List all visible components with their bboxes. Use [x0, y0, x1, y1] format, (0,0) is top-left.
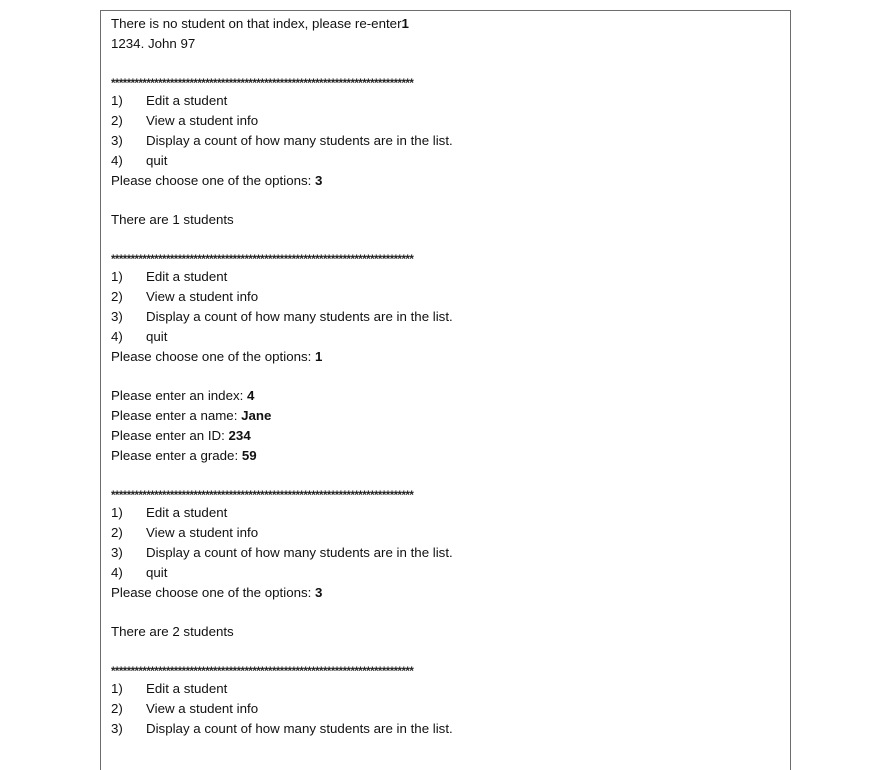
student-line: 1234. John 97	[111, 36, 196, 51]
menu-item-number: 4)	[111, 565, 123, 580]
name-prompt-line	[111, 406, 781, 426]
options-prompt: Please choose one of the options:	[111, 173, 316, 188]
blank-line	[111, 54, 781, 73]
menu-item-number: 3)	[111, 133, 123, 148]
menu-item	[111, 307, 781, 327]
options-choice: 3	[315, 585, 323, 600]
separator: *****************************************************************************	[111, 490, 414, 502]
options-prompt-line	[111, 171, 781, 191]
menu-item-number: 2)	[111, 113, 123, 128]
name-value: Jane	[241, 408, 272, 423]
menu-item	[111, 503, 781, 523]
menu-item-number: 1)	[111, 93, 123, 108]
menu-item	[111, 267, 781, 287]
options-prompt: Please choose one of the options:	[111, 585, 316, 600]
console-transcript	[111, 14, 781, 739]
menu-item	[111, 111, 781, 131]
menu-item-label: View a student info	[146, 113, 259, 128]
menu-item-label: quit	[146, 153, 168, 168]
options-prompt-line	[111, 583, 781, 603]
menu-item	[111, 543, 781, 563]
menu-item-number: 2)	[111, 525, 123, 540]
menu-item-label: Edit a student	[146, 93, 228, 108]
menu-item-number: 3)	[111, 309, 123, 324]
menu-item	[111, 327, 781, 347]
menu-item-label: Display a count of how many students are in the list.	[146, 545, 453, 560]
error-input-value: 1	[401, 16, 409, 31]
menu-item-number: 1)	[111, 681, 123, 696]
blank-line	[111, 642, 781, 661]
separator: *****************************************************************************	[111, 666, 414, 678]
menu-item-number: 4)	[111, 153, 123, 168]
id-prompt: Please enter an ID:	[111, 428, 229, 443]
index-prompt: Please enter an index:	[111, 388, 248, 403]
menu-item-label: Display a count of how many students are in the list.	[146, 133, 453, 148]
result-line: There are 1 students	[111, 212, 234, 227]
menu-item	[111, 679, 781, 699]
blank-line	[111, 603, 781, 622]
menu-item-number: 2)	[111, 701, 123, 716]
menu-item-number: 3)	[111, 721, 123, 736]
menu-item-label: View a student info	[146, 289, 259, 304]
menu-item	[111, 523, 781, 543]
separator: *****************************************************************************	[111, 78, 414, 90]
menu-item	[111, 719, 781, 739]
menu-item-label: Edit a student	[146, 505, 228, 520]
menu-item-number: 4)	[111, 329, 123, 344]
index-value: 4	[247, 388, 255, 403]
menu-item	[111, 563, 781, 583]
index-prompt-line	[111, 386, 781, 406]
menu-item-label: quit	[146, 565, 168, 580]
blank-line	[111, 230, 781, 249]
document-page	[100, 10, 791, 770]
menu-item-number: 3)	[111, 545, 123, 560]
menu-item-label: View a student info	[146, 701, 259, 716]
menu-item-label: View a student info	[146, 525, 259, 540]
id-prompt-line	[111, 426, 781, 446]
options-choice: 3	[315, 173, 323, 188]
error-text: There is no student on that index, please re-enter	[111, 16, 402, 31]
menu-item-label: Display a count of how many students are in the list.	[146, 721, 453, 736]
options-prompt: Please choose one of the options:	[111, 349, 316, 364]
error-line	[111, 14, 781, 34]
result-line: There are 2 students	[111, 624, 234, 639]
menu-item-label: Edit a student	[146, 269, 228, 284]
menu-item	[111, 287, 781, 307]
menu-item	[111, 91, 781, 111]
options-prompt-line	[111, 347, 781, 367]
name-prompt: Please enter a name:	[111, 408, 242, 423]
menu-item-label: Display a count of how many students are in the list.	[146, 309, 453, 324]
blank-line	[111, 466, 781, 485]
menu-item	[111, 131, 781, 151]
grade-prompt-line	[111, 446, 781, 466]
grade-prompt: Please enter a grade:	[111, 448, 242, 463]
menu-item-label: Edit a student	[146, 681, 228, 696]
grade-value: 59	[241, 448, 257, 463]
menu-item-label: quit	[146, 329, 168, 344]
id-value: 234	[228, 428, 251, 443]
menu-item-number: 2)	[111, 289, 123, 304]
menu-item-number: 1)	[111, 269, 123, 284]
menu-item-number: 1)	[111, 505, 123, 520]
menu-item	[111, 151, 781, 171]
menu-item	[111, 699, 781, 719]
blank-line	[111, 191, 781, 210]
separator: *****************************************************************************	[111, 254, 414, 266]
options-choice: 1	[315, 349, 323, 364]
blank-line	[111, 367, 781, 386]
